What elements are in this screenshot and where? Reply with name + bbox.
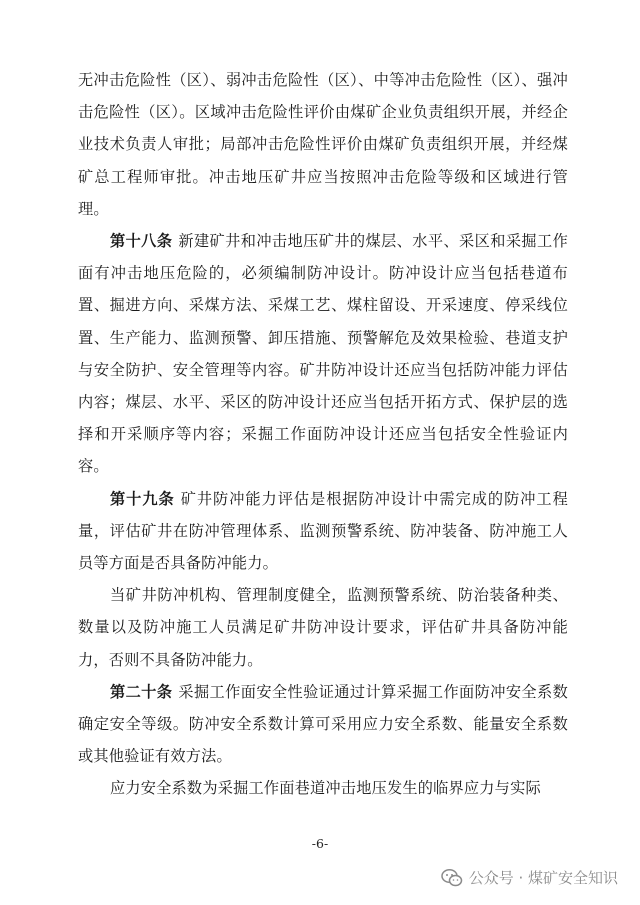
article-19 [78, 483, 568, 580]
article-18 [78, 225, 568, 483]
page-number: -6- [311, 836, 329, 851]
paragraph-text: 当矿井防冲机构、管理制度健全，监测预警系统、防治装备种类、数量以及防冲施工人员满足矿井防冲设计要求，评估矿井具备防冲能力，否则不具备防冲能力。 [78, 586, 568, 669]
wechat-watermark [441, 867, 618, 888]
paragraph-text: 矿井防冲能力评估是根据防冲设计中需完成的防冲工程量，评估矿井在防冲管理体系、监测预警系统、防冲装备、防冲施工人员等方面是否具备防冲能力。 [78, 489, 568, 573]
paragraph-text: 应力安全系数为采掘工作面巷道冲击地压发生的临界应力与实际 [110, 779, 541, 798]
document-body [78, 64, 568, 805]
paragraph-text: 新建矿井和冲击地压矿井的煤层、水平、采区和采掘工作面有冲击地压危险的，必须编制防冲设计。防冲设计应当包括巷道布置、掘进方向、采煤方法、采煤工艺、煤柱留设、开采速度、停采线位置、生产能力、监测预警、卸压措施、预警解危及效果检验、巷道支护与安全防护、安全管理等内容。矿井防冲设计还应当包括防冲能力评估内容；煤层、水平、采区的防冲设计还应当包括开拓方式、保护层的选择和开采顺序等内容；采掘工作面防冲设计还应当包括安全性验证内容。 [78, 232, 568, 476]
watermark-text: 公众号 · 煤矿安全知识 [468, 869, 618, 887]
article-20 [78, 676, 568, 773]
article-number: 第十九条 [110, 489, 175, 508]
paragraph-text: 无冲击危险性（区）、弱冲击危险性（区）、中等冲击危险性（区）、强冲击危险性（区）。区域冲击危险性评价由煤矿企业负责组织开展，并经企业技术负责人审批；局部冲击危险性评价由煤矿负责组织开展，并经煤矿总工程师审批。冲击地压矿井应当按照冲击危险等级和区域进行管理。 [78, 71, 568, 218]
paragraph-text: 采掘工作面安全性验证通过计算采掘工作面防冲安全系数确定安全等级。防冲安全系数计算可采用应力安全系数、能量安全系数或其他验证有效方法。 [78, 682, 568, 766]
paragraph [78, 579, 568, 676]
article-number: 第二十条 [110, 682, 173, 701]
article-number: 第十八条 [110, 232, 173, 251]
paragraph-continuation [78, 64, 568, 225]
wechat-icon [441, 868, 463, 888]
paragraph-truncated [78, 772, 568, 804]
